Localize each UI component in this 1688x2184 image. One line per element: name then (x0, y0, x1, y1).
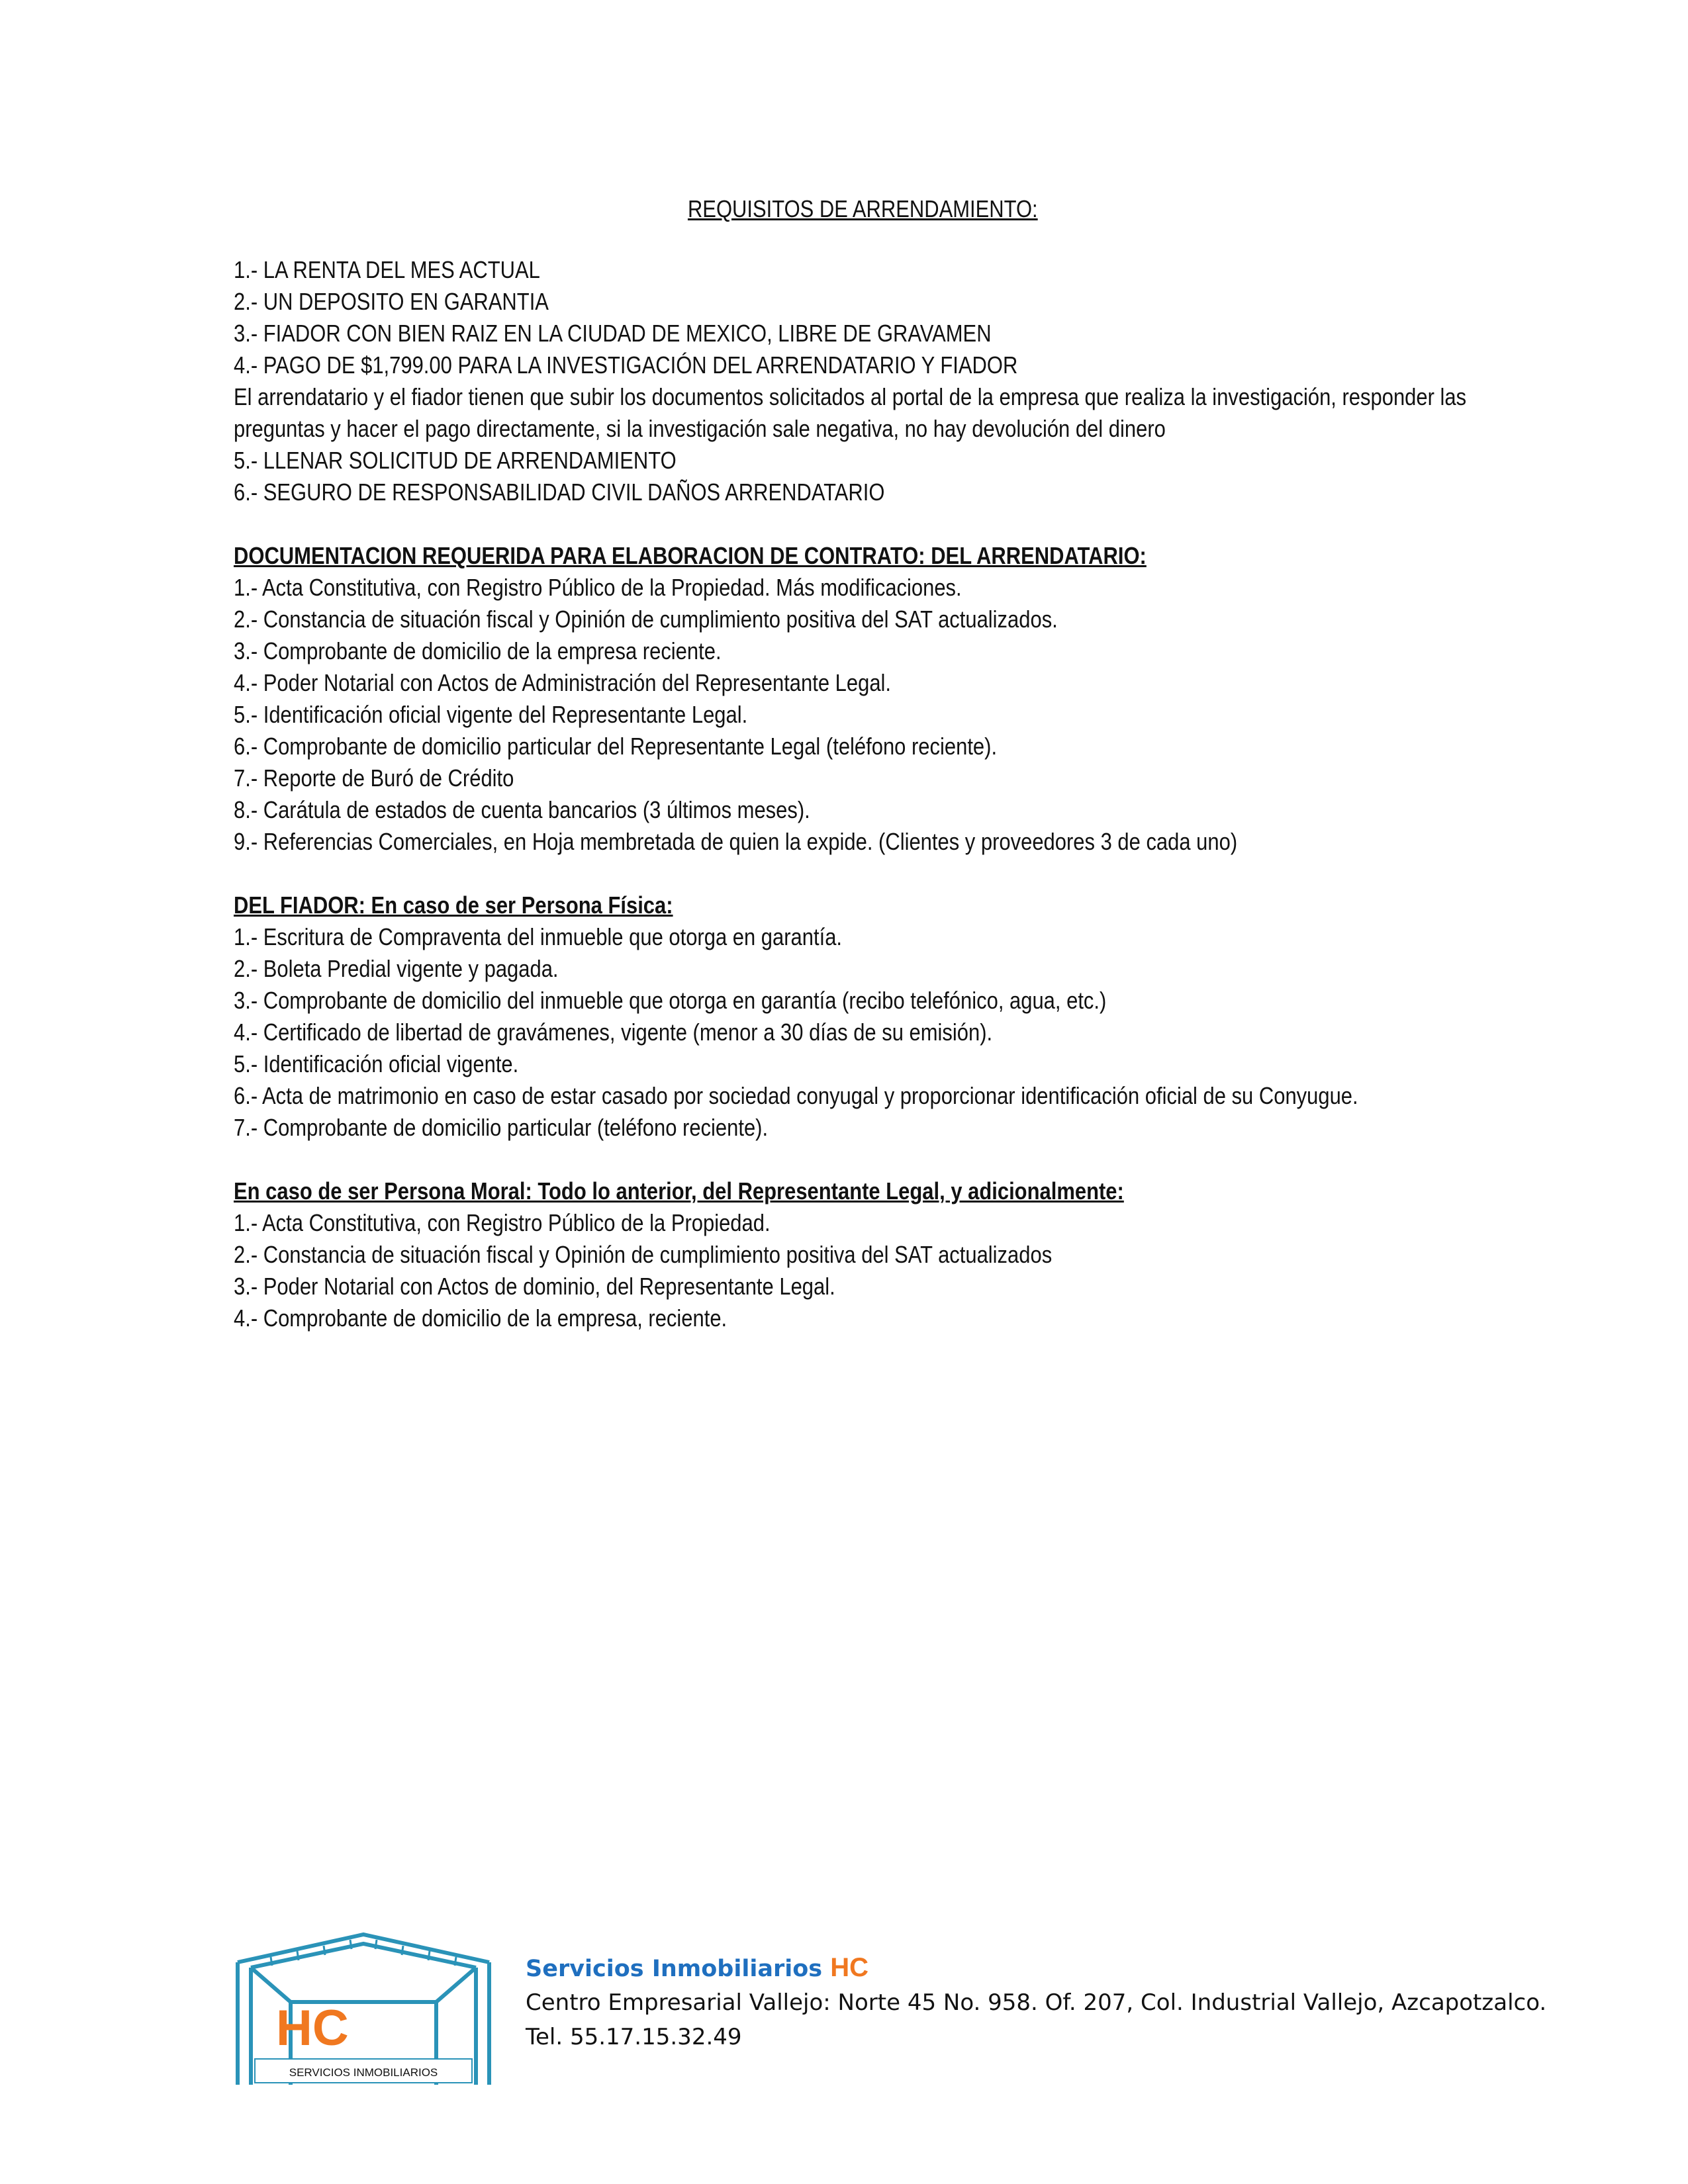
company-logo (231, 1929, 496, 2088)
company-address: Centro Empresarial Vallejo: Norte 45 No. 958. Of. 207, Col. Industrial Vallejo, Azcapotzalco. (526, 1989, 1547, 2016)
list-item: 5.- Identificación oficial vigente. (234, 1050, 519, 1077)
list-item: 6.- Comprobante de domicilio particular del Representante Legal (teléfono reciente). (234, 733, 998, 760)
list-item: 3.- Poder Notarial con Actos de dominio, del Representante Legal. (234, 1273, 835, 1300)
requirement-item: 3.- FIADOR CON BIEN RAIZ EN LA CIUDAD DE MEXICO, LIBRE DE GRAVAMEN (234, 320, 992, 347)
list-item: 1.- Acta Constitutiva, con Registro Público de la Propiedad. (234, 1209, 771, 1236)
guarantor-fisica-section (234, 889, 1358, 1144)
section-heading: DOCUMENTACION REQUERIDA PARA ELABORACION DE CONTRATO: DEL ARRENDATARIO: (234, 542, 1147, 569)
logo-caption: SERVICIOS INMOBILIARIOS (289, 2066, 438, 2079)
document-body (234, 193, 1467, 1334)
list-item: 4.- Poder Notarial con Actos de Administración del Representante Legal. (234, 669, 892, 696)
list-item: 5.- Identificación oficial vigente del Representante Legal. (234, 701, 748, 728)
guarantor-moral-section (234, 1175, 1315, 1334)
requirement-item: 6.- SEGURO DE RESPONSABILIDAD CIVIL DAÑOS ARRENDATARIO (234, 478, 885, 506)
list-item: 4.- Certificado de libertad de gravámenes, vigente (menor a 30 días de su emisión). (234, 1019, 993, 1046)
requirement-item: 4.- PAGO DE $1,799.00 PARA LA INVESTIGACIÓN DEL ARRENDATARIO Y FIADOR (234, 351, 1018, 379)
document-title: REQUISITOS DE ARRENDAMIENTO: (687, 195, 1038, 222)
footer-contact (526, 1951, 1546, 2054)
list-item: 2.- Constancia de situación fiscal y Opinión de cumplimiento positiva del SAT actualizados. (234, 606, 1058, 633)
list-item: 8.- Carátula de estados de cuenta bancarios (3 últimos meses). (234, 796, 810, 823)
requirement-item: 5.- LLENAR SOLICITUD DE ARRENDAMIENTO (234, 447, 677, 474)
list-item: 9.- Referencias Comerciales, en Hoja membretada de quien la expide. (Clientes y proveedores 3 de cada uno) (234, 828, 1238, 855)
list-item: 1.- Acta Constitutiva, con Registro Público de la Propiedad. Más modificaciones. (234, 574, 962, 601)
company-name: Servicios Inmobiliarios HC (526, 1953, 869, 1982)
list-item: 2.- Boleta Predial vigente y pagada. (234, 955, 559, 982)
list-item: 6.- Acta de matrimonio en caso de estar casado por sociedad conyugal y proporcionar identificación oficial de su Conyugue. (234, 1082, 1358, 1109)
requirement-item: 1.- LA RENTA DEL MES ACTUAL (234, 256, 540, 283)
logo-letters: HC (276, 2000, 349, 2056)
list-item: 1.- Escritura de Compraventa del inmueble que otorga en garantía. (234, 923, 843, 950)
list-item: 3.- Comprobante de domicilio del inmueble que otorga en garantía (recibo telefónico, agua, etc.) (234, 987, 1107, 1014)
footer (231, 1929, 1588, 2088)
list-item: 7.- Comprobante de domicilio particular (teléfono reciente). (234, 1114, 769, 1141)
tenant-docs-section (234, 540, 1315, 858)
investigation-note: El arrendatario y el fiador tienen que subir los documentos solicitados al portal de la empresa que realiza la investigación, responder las preguntas y hacer el pago directamente, si la investigación sale negativa, no hay devolución del dinero (234, 383, 1467, 442)
company-suffix: HC (830, 1953, 869, 1982)
list-item: 7.- Reporte de Buró de Crédito (234, 764, 514, 792)
requirement-item: 2.- UN DEPOSITO EN GARANTIA (234, 288, 549, 315)
list-item: 3.- Comprobante de domicilio de la empresa reciente. (234, 637, 722, 664)
company-phone: Tel. 55.17.15.32.49 (526, 2024, 742, 2050)
list-item: 4.- Comprobante de domicilio de la empresa, reciente. (234, 1304, 727, 1332)
list-item: 2.- Constancia de situación fiscal y Opinión de cumplimiento positiva del SAT actualizados (234, 1241, 1053, 1268)
requirements-list (234, 254, 1467, 508)
section-heading: DEL FIADOR: En caso de ser Persona Física: (234, 891, 673, 919)
section-heading: En caso de ser Persona Moral: Todo lo anterior, del Representante Legal, y adicionalmente: (234, 1177, 1124, 1205)
